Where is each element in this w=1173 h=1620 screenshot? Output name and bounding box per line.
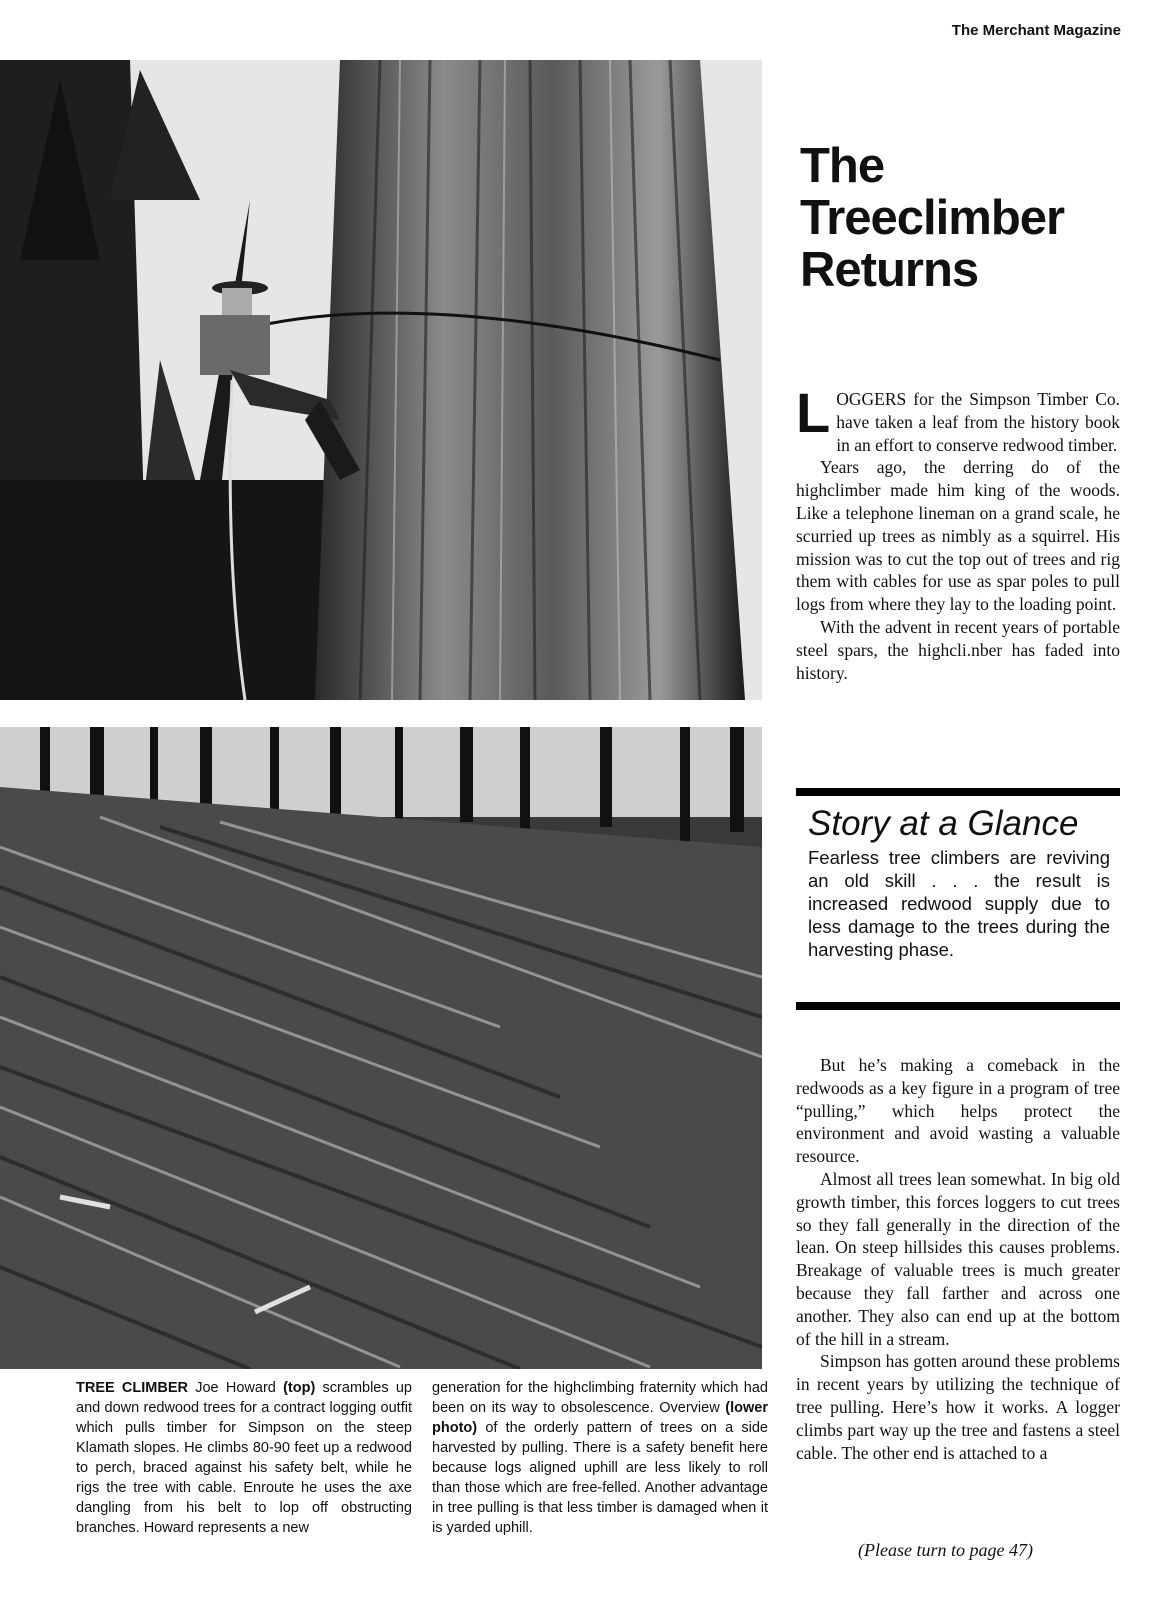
divider bbox=[796, 788, 1120, 796]
sidebar-text: Fearless tree climbers are reviving an old skill . . . the result is increased redwood supply due to less damage to the trees during the harvesting phase. bbox=[808, 847, 1110, 960]
photo-caption-left bbox=[76, 1378, 412, 1538]
paragraph: Almost all trees lean somewhat. In big old growth timber, this forces loggers to cut trees so they fall generally in the direction of the lean. On steep hillsides this causes problems. Breakage of valuable trees is much greater because they fall farther and across one another. They also can end up at the bottom of the hill in a stream. bbox=[796, 1168, 1120, 1349]
caption-lower-label: (lower photo) bbox=[432, 1400, 768, 1436]
drop-cap: L bbox=[796, 381, 831, 444]
article-body-bottom bbox=[796, 1054, 1120, 1464]
hillside-logs-photo bbox=[0, 727, 762, 1369]
caption-text: Joe Howard bbox=[187, 1380, 284, 1396]
article-body-top bbox=[796, 381, 1120, 684]
paragraph: But he’s making a comeback in the redwoods as a key figure in a program of tree “pulling,” which helps protect the environment and avoid wasting a valuable resource. bbox=[796, 1055, 1120, 1167]
paragraph-text: OGGERS for the Simpson Timber Co. have taken a leaf from the history book in an effort to conserve redwood timber. bbox=[836, 389, 1120, 455]
paragraph: With the advent in recent years of portable steel spars, the highcli.nber has faded into history. bbox=[796, 616, 1120, 683]
caption-text: generation for the highclimbing fraternity which had been on its way to obsolescence. Overview bbox=[432, 1380, 768, 1416]
magazine-name: The Merchant Magazine bbox=[951, 22, 1121, 39]
continued-note: (Please turn to page 47) bbox=[858, 1540, 1033, 1560]
title-line: Treeclimber bbox=[800, 191, 1065, 245]
caption-lead: TREE CLIMBER bbox=[76, 1380, 188, 1396]
tree-climber-photo bbox=[0, 60, 762, 700]
photo-caption-right bbox=[432, 1378, 768, 1538]
divider bbox=[796, 1002, 1120, 1010]
caption-text: scrambles up and down redwood trees for a contract logging outfit which pulls timber for Simpson on the steep Klamath slopes. He climbs 80-90 feet up a redwood to perch, braced against his safety belt, while he rigs the tree with cable. Enroute he uses the axe dangling from his belt to lop off obstructing branches. Howard represents a new bbox=[76, 1380, 413, 1536]
paragraph bbox=[796, 381, 1120, 456]
sidebar-title: Story at a Glance bbox=[808, 804, 1079, 843]
paragraph: Simpson has gotten around these problems in recent years by utilizing the technique of tree pulling. Here’s how it works. A logger climbs part way up the tree and fastens a steel cable. The other end is attached to a bbox=[796, 1351, 1120, 1463]
caption-text: of the orderly pattern of trees on a side harvested by pulling. There is a safety benefit here because logs aligned uphill are less likely to roll than those which are free-felled. Another advantage in tree pulling is that less timber is damaged when it is yarded uphill. bbox=[432, 1420, 768, 1536]
article-title bbox=[800, 140, 1140, 296]
paragraph: Years ago, the derring do of the highclimber made him king of the woods. Like a telephone lineman on a grand scale, he scurried up trees as nimbly as a squirrel. His mission was to cut the top out of trees and rig them with cables for use as spar poles to pull logs from where they lay to the loading point. bbox=[796, 457, 1120, 615]
caption-top-label: (top) bbox=[283, 1380, 316, 1396]
story-at-a-glance-box bbox=[796, 788, 1120, 1010]
title-line: Returns bbox=[800, 243, 979, 297]
title-line: The bbox=[800, 139, 885, 193]
